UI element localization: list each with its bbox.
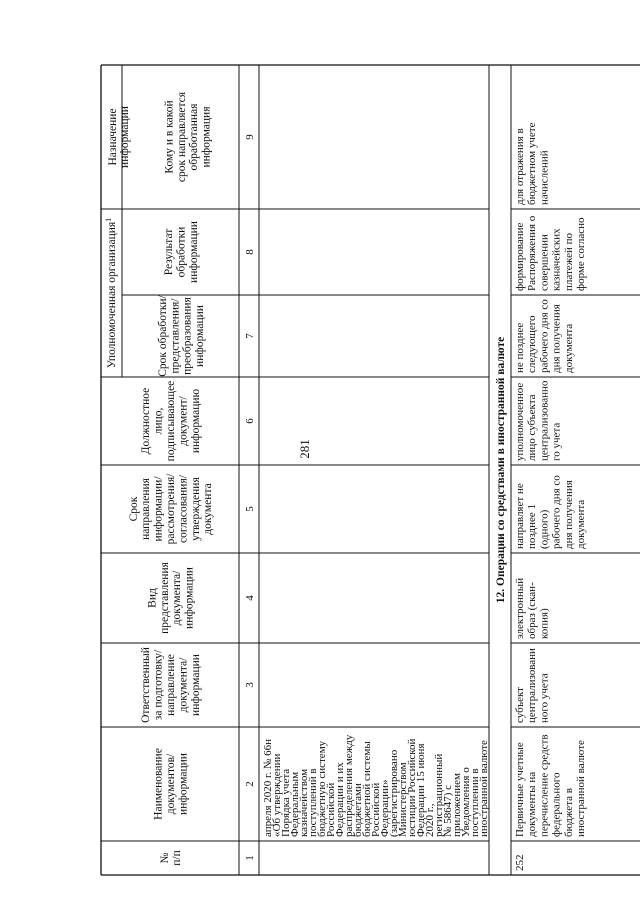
header-col-6: Должностноелицо,подписывающеедокумент/информацию (140, 380, 202, 462)
header-col-4: Видпредставлениядокумента/информации (146, 562, 196, 634)
column-number: 2 (244, 781, 256, 787)
table (101, 65, 640, 875)
row-252-deadline: направляет непозднее 1(одного)рабочего дня содня получениядокумента (514, 475, 587, 549)
header-col-8: Результатобработкиинформации (163, 221, 200, 283)
column-number: 9 (244, 134, 256, 140)
header-col-7: Срок обработки/представления/преобразованияинформации (156, 295, 207, 377)
header-col-9: Кому и в какойсрок направляетсяобработаннаяинформация (163, 91, 213, 183)
row-252-documents: Первичные учетныедокументы наперечисление средствфедеральногобюджета виностранной валюте (514, 734, 587, 837)
column-number: 3 (244, 682, 256, 688)
column-number: 7 (244, 333, 256, 339)
row-252-responsible: субъектцентрализованиного учета (514, 648, 551, 723)
header-col-2: Наименованиедокументов/информации (152, 748, 190, 820)
header-col-1: №п/п (158, 850, 184, 866)
column-number: 8 (244, 249, 256, 255)
section-title: 12. Операции со средствами в иностранной валюте (495, 336, 507, 604)
row-252-result: формированиеРаспоряжения осовершенииказначейскихплатежей поформе согласно (514, 215, 587, 291)
row-252-processing-deadline: не позднееследующегорабочего дня содня получениядокумента (514, 299, 575, 373)
row-number: 252 (514, 854, 526, 871)
row-252-format: электронныйобраз (скан-копия) (514, 577, 551, 639)
column-number: 6 (244, 418, 256, 424)
header-group-authorized-organization: Уполномоченная организация$^1$ (104, 217, 118, 369)
header-col-5: Срокнаправленияинформации/рассмотрения/согласования/утверждениядокумента (127, 473, 215, 545)
header-group-9: Назначениеинформации (106, 106, 132, 168)
column-number: 5 (244, 506, 256, 512)
column-number: 4 (244, 595, 256, 601)
row-252-destination: для отражения вбюджетном учетеначислений (514, 122, 551, 205)
page-number: 281 (297, 439, 312, 459)
column-number: 1 (244, 855, 256, 861)
continuation-cell: апреля 2020 г. № 66н«Об утвержденииПорядка учетаФедеральнымказначействомпоступлений вбюджетную системуРоссийскойФедерации и ихраспределения междубюджетамибюджетной системыРоссийскойФедерации»(зарегистрированоМинистерствомюстиции РоссийскойФедерации 15 июня2020 г.,регистрационный№ 58647) сприложениемУведомления опоступлении виностранной валюте (262, 734, 490, 837)
header-col-3: Ответственныйза подготовку/направлениедокумента/информации (140, 647, 202, 723)
row-252-signatory: уполномоченноелицо субъектацентрализованного учета (514, 380, 563, 461)
